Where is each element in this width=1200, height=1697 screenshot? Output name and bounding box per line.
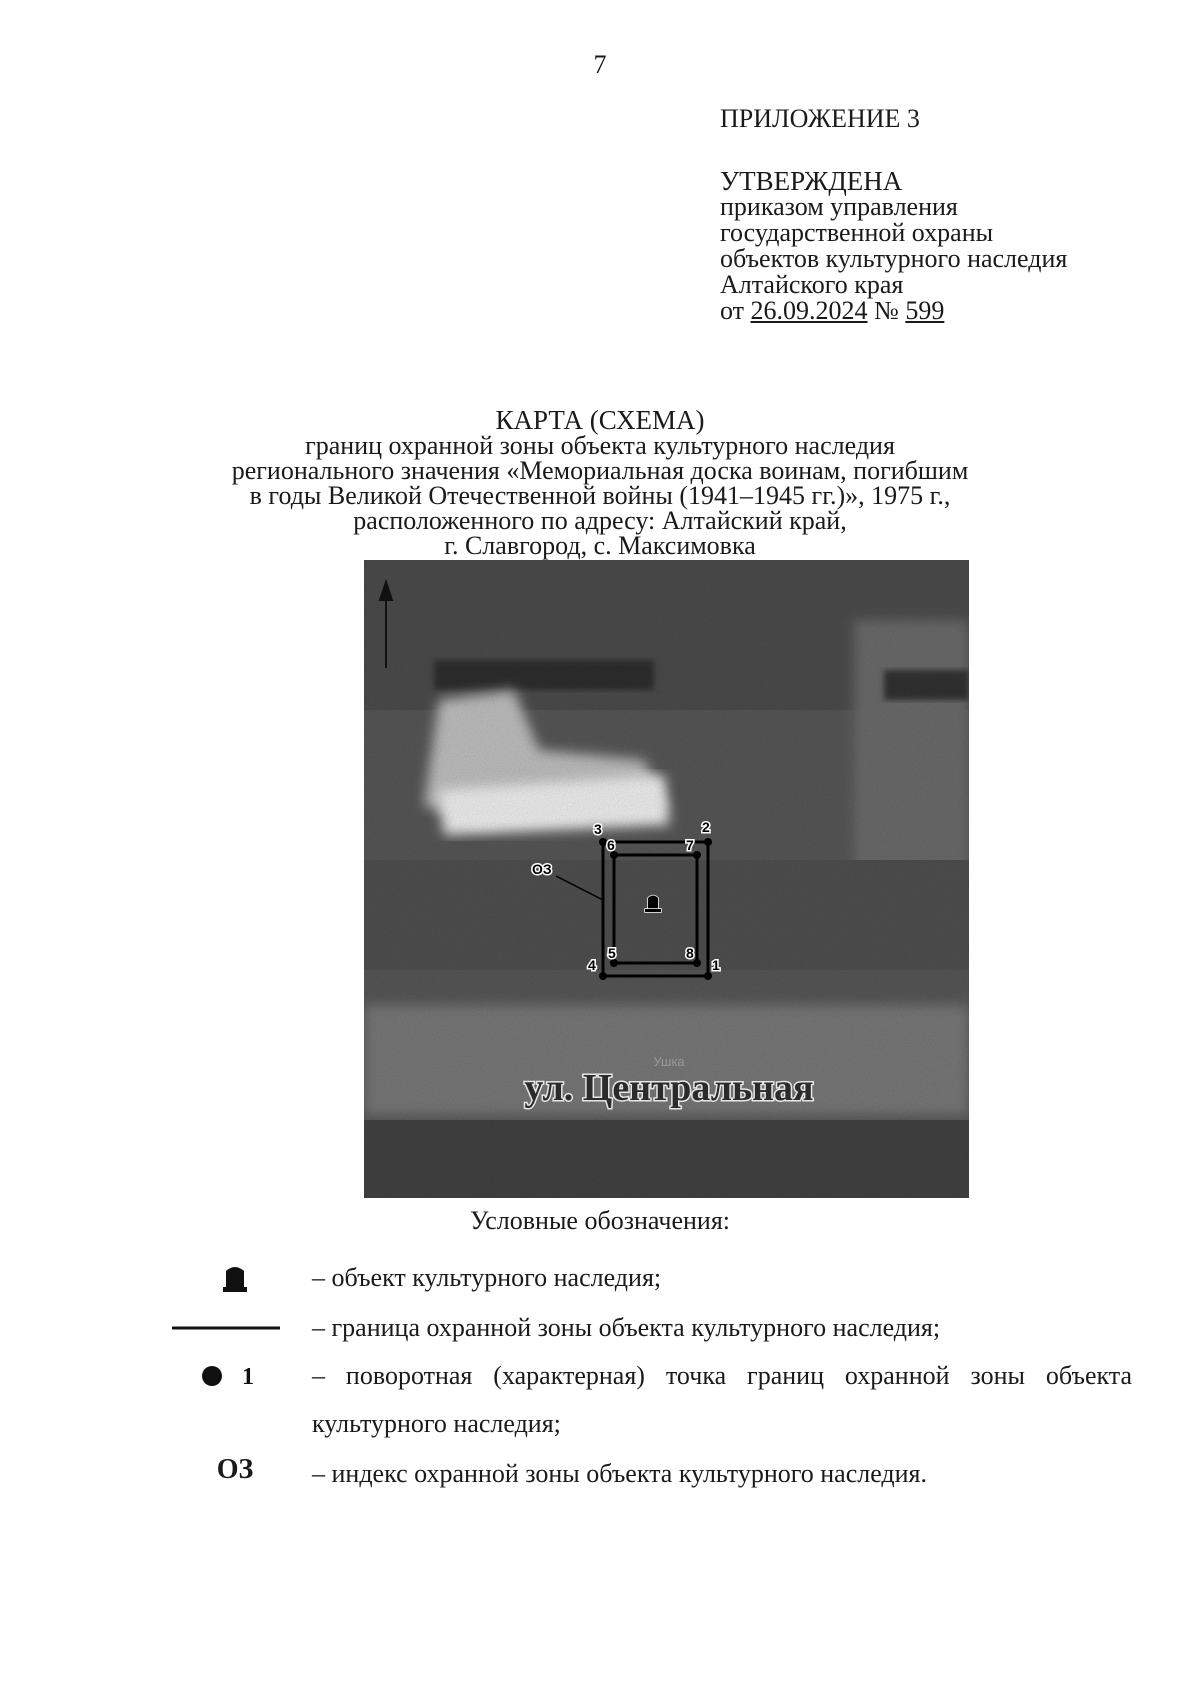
legend-title: Условные обозначения: [469,1206,731,1235]
order-date: 26.09.2024 [750,296,868,325]
order-number: 599 [905,296,945,325]
date-prefix: от [720,296,751,325]
street-label: ул. Центральная [524,1067,814,1109]
title-heading: КАРТА (СХЕМА) [495,405,705,435]
point-label-1: 1 [712,957,720,973]
point-label-5: 5 [608,945,616,961]
document-title [0,405,1200,560]
zone-index-icon: ОЗ [216,1454,254,1485]
title-line: г. Славгород, с. Максимовка [444,531,756,560]
map-scheme [364,560,969,1198]
approval-line: государственной охраны [720,218,994,247]
point-label-7: 7 [686,837,694,853]
zone-label: ОЗ [532,861,552,877]
approval-line: Алтайского края [720,270,904,299]
order-date-number [720,298,1160,324]
page-number: 7 [593,50,607,79]
title-line: регионального значения «Мемориальная доска воинам, погибшим [231,456,969,485]
point-label-4: 4 [588,957,596,973]
point-label-6: 6 [607,837,615,853]
turning-point-icon [170,1356,300,1403]
approval-line: объектов культурного наследия [720,244,1068,273]
legend-text: – объект культурного наследия; [312,1263,662,1292]
legend-text: – индекс охранной зоны объекта культурного наследия. [312,1459,928,1488]
legend-text: – граница охранной зоны объекта культурного наследия; [312,1313,941,1342]
approval-line: приказом управления [720,192,958,221]
heritage-object-icon [170,1262,300,1301]
boundary-line-icon [170,1308,300,1355]
title-line: расположенного по адресу: Алтайский край, [353,506,847,535]
point-label-2: 2 [702,819,710,835]
title-line: границ охранной зоны объекта культурного наследия [305,431,895,460]
point-label-8: 8 [686,945,694,961]
number-prefix: № [867,296,906,325]
approved-label: УТВЕРЖДЕНА [720,166,903,196]
heritage-object-icon [645,896,661,913]
approval-block [720,106,1160,324]
street-small-label: Ушка [653,1054,685,1069]
turning-point-symbol-label: 1 [242,1364,254,1390]
appendix-label: ПРИЛОЖЕНИЕ 3 [720,104,920,133]
point-label-3: 3 [594,821,602,837]
legend-text: – поворотная (характерная) точка границ охранной зоны объекта культурного наследия; [312,1361,1132,1438]
title-line: в годы Великой Отечественной войны (1941–1945 гг.)», 1975 г., [249,481,951,510]
